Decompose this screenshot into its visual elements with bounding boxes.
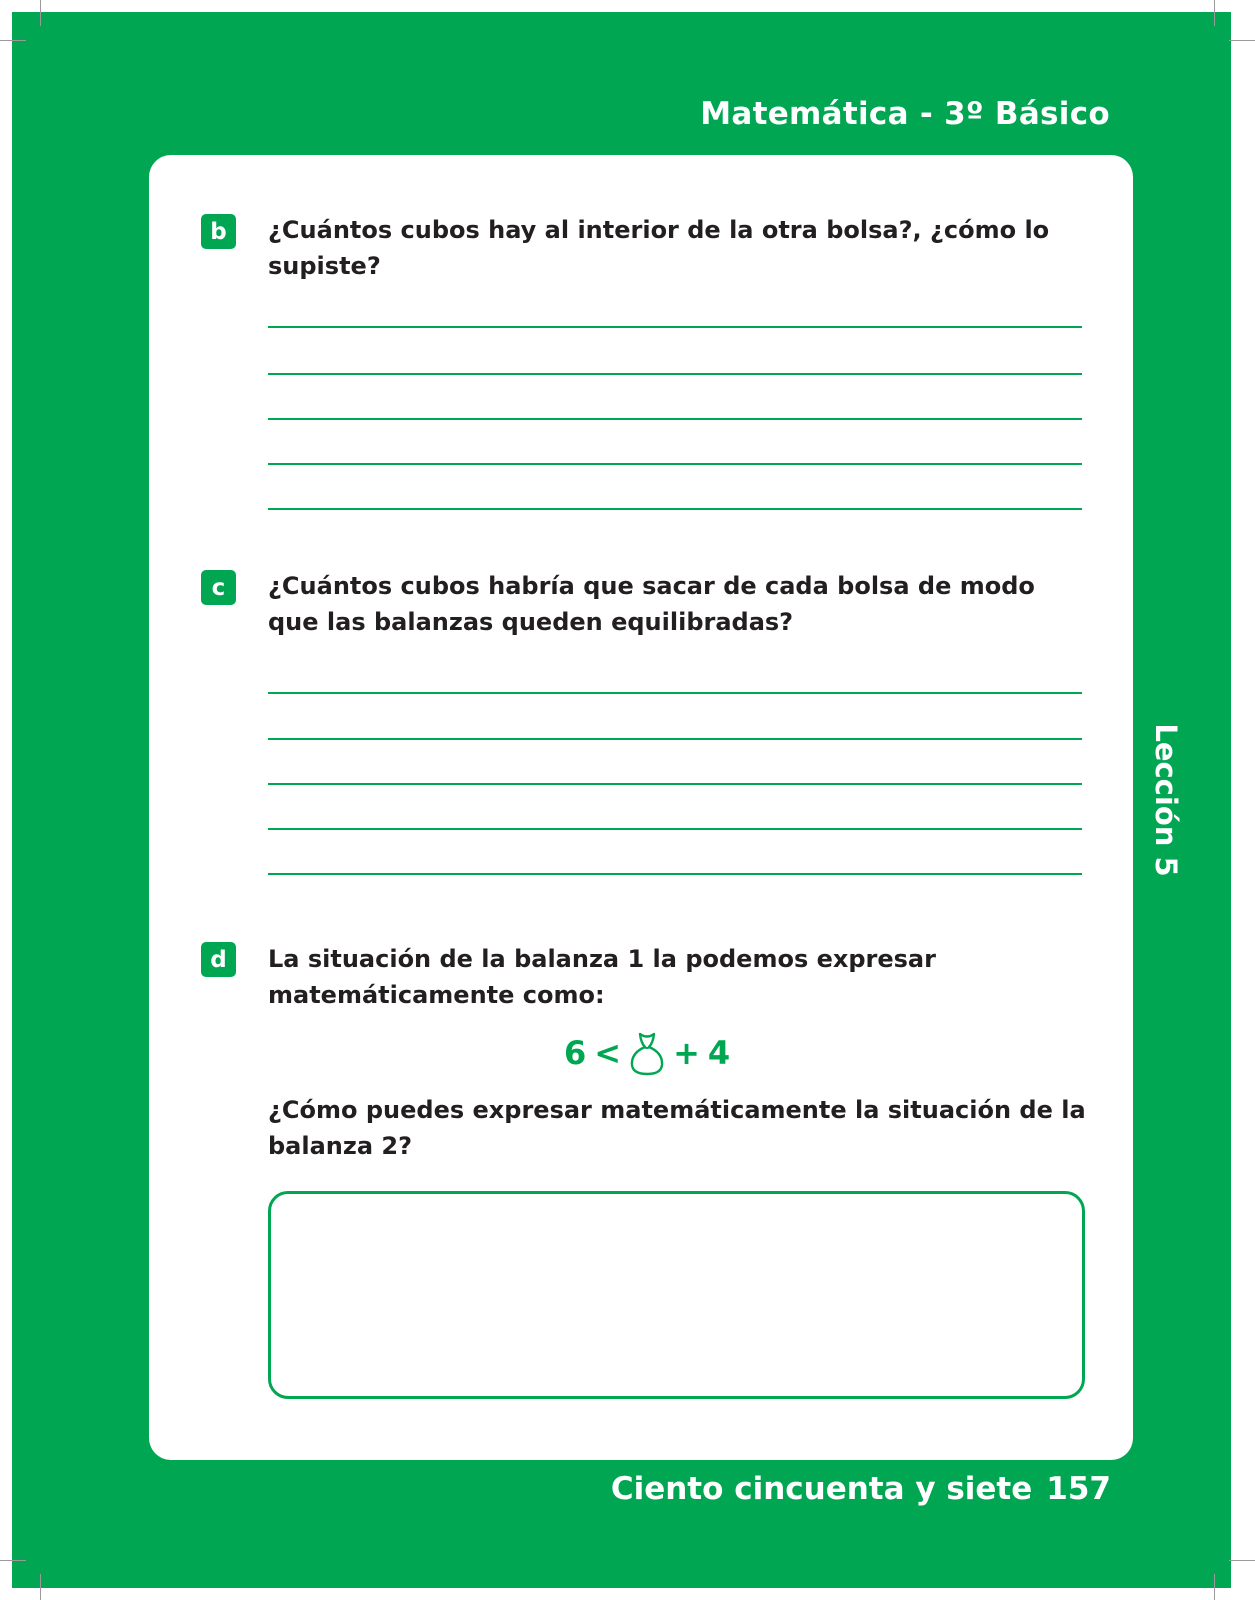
question-c-line1: ¿Cuántos cubos habría que sacar de cada bolsa de modo <box>268 572 1035 600</box>
answer-line-b-2[interactable] <box>268 373 1082 375</box>
followup-line2: balanza 2? <box>268 1132 413 1160</box>
math-expression <box>564 1030 730 1076</box>
followup-question <box>268 1092 1088 1164</box>
expression-right-value: 4 <box>707 1034 731 1072</box>
answer-line-b-4[interactable] <box>268 463 1082 465</box>
lesson-tab: Lección 5 <box>1149 723 1183 877</box>
question-b-line2: supiste? <box>268 252 381 280</box>
expression-operator: < <box>594 1034 622 1072</box>
answer-box-d[interactable] <box>268 1191 1085 1399</box>
crop-mark <box>0 40 26 41</box>
answer-line-c-4[interactable] <box>268 828 1082 830</box>
question-d-line2: matemáticamente como: <box>268 981 605 1009</box>
question-badge-b: b <box>201 214 236 249</box>
crop-mark <box>1214 1574 1215 1600</box>
question-d-line1: La situación de la balanza 1 la podemos expresar <box>268 945 936 973</box>
expression-left-value: 6 <box>564 1034 587 1072</box>
crop-mark <box>40 0 41 26</box>
question-badge-d: d <box>201 942 236 977</box>
bag-icon <box>625 1030 669 1076</box>
crop-mark <box>40 1574 41 1600</box>
page-number: 157 <box>1046 1471 1111 1507</box>
crop-mark <box>1229 40 1255 41</box>
crop-mark <box>0 1560 26 1561</box>
expression-plus: + <box>673 1034 700 1072</box>
answer-line-b-5[interactable] <box>268 508 1082 510</box>
answer-line-c-1[interactable] <box>268 692 1082 694</box>
answer-line-c-3[interactable] <box>268 783 1082 785</box>
header-title: Matemática - 3º Básico <box>700 96 1110 132</box>
page-footer <box>611 1471 1111 1507</box>
question-c-text <box>268 568 1088 640</box>
question-c-line2: que las balanzas queden equilibradas? <box>268 608 794 636</box>
crop-mark <box>1214 0 1215 26</box>
answer-line-c-5[interactable] <box>268 873 1082 875</box>
question-d-text <box>268 941 1088 1013</box>
question-badge-c: c <box>201 570 236 605</box>
answer-line-b-1[interactable] <box>268 326 1082 328</box>
page-number-words: Ciento cincuenta y siete <box>610 1471 1033 1507</box>
answer-line-b-3[interactable] <box>268 418 1082 420</box>
crop-mark <box>1229 1560 1255 1561</box>
question-b-line1: ¿Cuántos cubos hay al interior de la otra bolsa?, ¿cómo lo <box>268 216 1050 244</box>
answer-line-c-2[interactable] <box>268 738 1082 740</box>
question-b-text <box>268 212 1088 284</box>
followup-line1: ¿Cómo puedes expresar matemáticamente la situación de la <box>268 1096 1086 1124</box>
